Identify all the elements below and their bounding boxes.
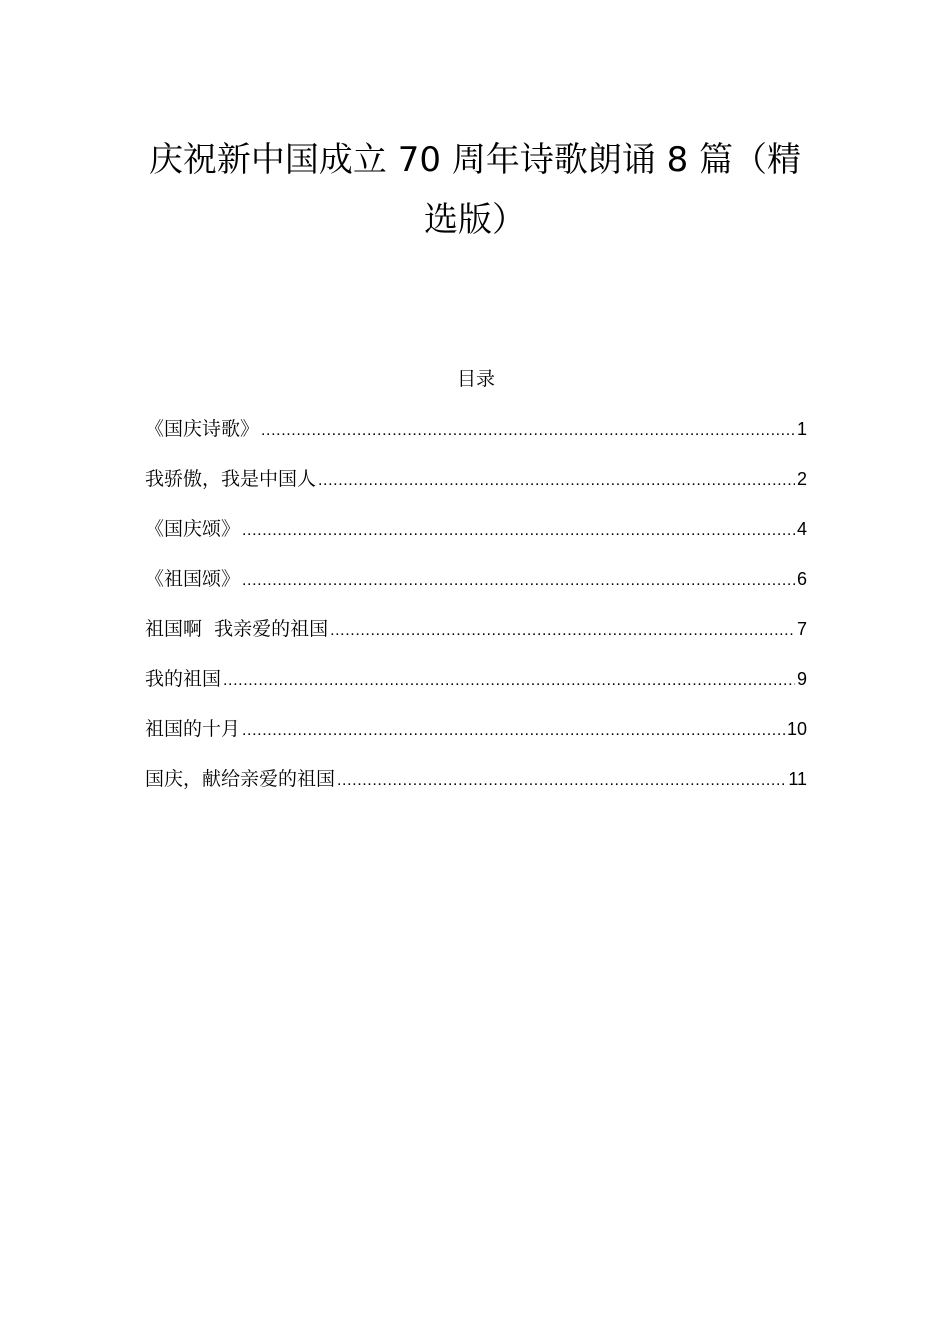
toc-entry-label: 《祖国颂》: [145, 568, 241, 590]
toc-entry-label: 我的祖国: [145, 668, 222, 690]
toc-entry-3[interactable]: [145, 514, 807, 564]
table-of-contents: [145, 414, 807, 814]
toc-heading: 目录: [456, 368, 495, 390]
toc-entry-5[interactable]: [145, 614, 807, 664]
toc-page-number: 1: [796, 419, 807, 439]
toc-page-number: 10: [786, 719, 807, 739]
toc-entry-4[interactable]: [145, 564, 807, 614]
toc-entry-label: 祖国的十月: [145, 718, 241, 740]
toc-dot-leader: [318, 464, 795, 496]
toc-dot-leader: [261, 414, 795, 446]
toc-dot-leader: [242, 564, 795, 596]
toc-entry-7[interactable]: [145, 714, 807, 764]
toc-dot-leader: [223, 664, 795, 696]
toc-entry-6[interactable]: [145, 664, 807, 714]
toc-page-number: 2: [796, 469, 807, 489]
toc-page-number: 9: [796, 669, 807, 689]
toc-entry-1[interactable]: [145, 414, 807, 464]
toc-entry-2[interactable]: [145, 464, 807, 514]
toc-entry-8[interactable]: [145, 764, 807, 814]
toc-entry-label: 《国庆颂》: [145, 518, 241, 540]
toc-entry-label: 国庆，献给亲爱的祖国: [145, 768, 336, 790]
toc-dot-leader: [330, 614, 795, 646]
toc-page-number: 11: [788, 769, 807, 789]
toc-page-number: 7: [796, 619, 807, 639]
toc-page-number: 4: [796, 519, 807, 539]
toc-dot-leader: [242, 714, 785, 746]
toc-dot-leader: [337, 764, 786, 796]
toc-dot-leader: [242, 514, 795, 546]
document-title: 庆祝新中国成立 70 周年诗歌朗诵 8 篇（精选版）: [148, 140, 802, 240]
toc-page-number: 6: [796, 569, 807, 589]
toc-entry-label: 祖国啊 我亲爱的祖国: [145, 618, 329, 640]
toc-entry-label: 《国庆诗歌》: [145, 418, 260, 440]
toc-entry-label: 我骄傲，我是中国人: [145, 468, 317, 490]
